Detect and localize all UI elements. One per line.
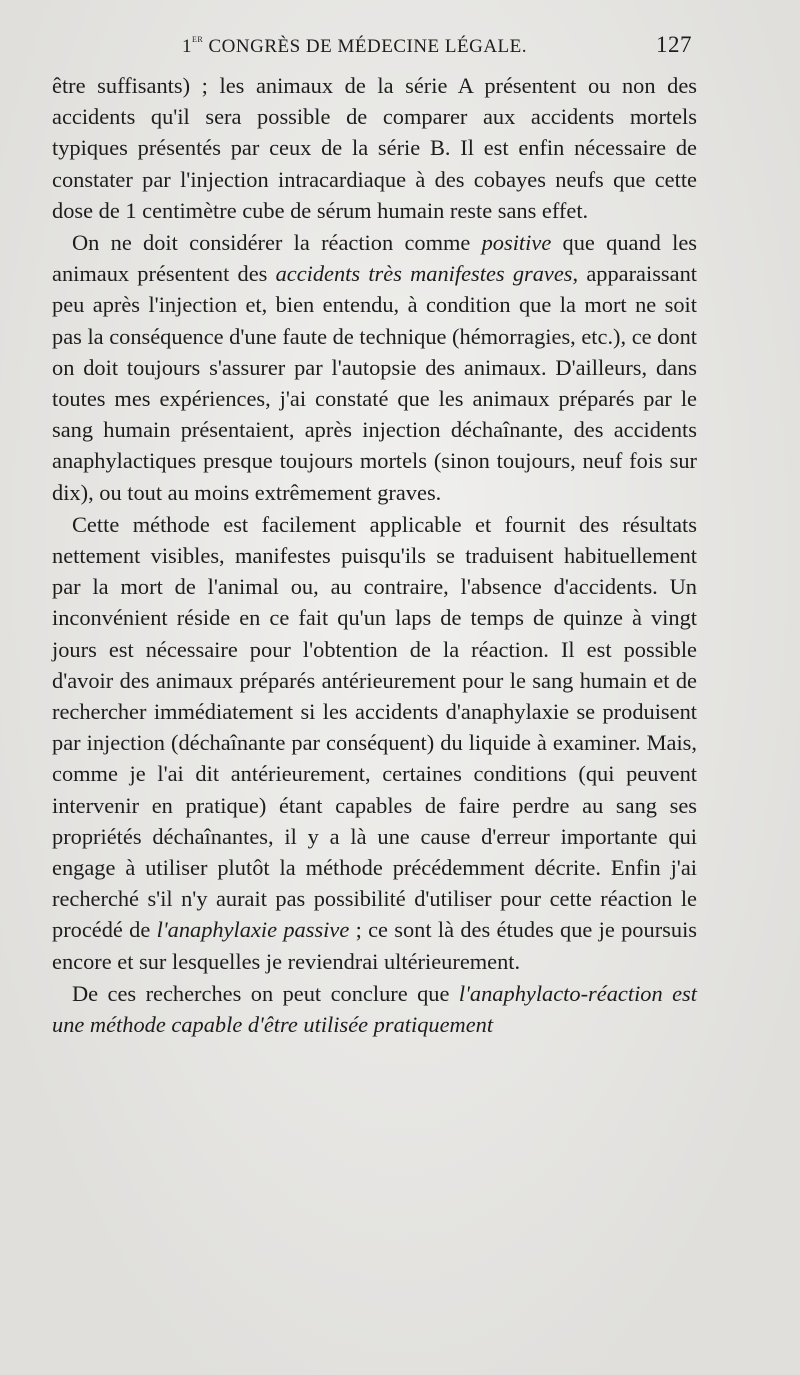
body-text <box>52 70 697 1040</box>
paragraph-1: être suffisants) ; les animaux de la série A présentent ou non des accidents qu'il sera possible de comparer aux accidents mortels typiques présentés par ceux de la série B. Il est enfin nécessaire de constater par l'injection intracardiaque à des cobayes neufs que cette dose de 1 centimètre cube de sérum humain reste sans effet. <box>52 73 697 223</box>
paragraph-2-emphasis-accidents: accidents très manifestes graves <box>275 261 573 287</box>
running-title-ordinal-suffix: er <box>192 33 204 45</box>
paragraph-4-emphasis-conclusion: l'anaphylacto-réaction est une méthode capable d'être utilisée pratiquement <box>52 980 697 1038</box>
paragraph-2 <box>52 227 697 508</box>
paragraph-3 <box>52 509 697 977</box>
paragraph-3-text-a: Cette méthode est facilement applicable et fournit des résultats nettement visibles, manifestes puisqu'ils se traduisent habituellement par la mort de l'animal ou, au contraire, l'absence d'accidents. Un inconvénient réside en ce fait qu'un laps de temps de quinze à vingt jours est nécessaire pour l'obtention de la réaction. Il est possible d'avoir des animaux préparés antérieurement pour le sang humain et de rechercher immédiatement si les accidents d'anaphylaxie se produisent par injection (déchaînante par conséquent) du liquide à examiner. Mais, comme je l'ai dit antérieurement, certaines conditions (qui peuvent intervenir en pratique) étant capables de faire perdre au sang ses propriétés déchaînantes, il y a là une cause d'erreur importante qui engage à utiliser plutôt la méthode précédemment décrite. Enfin j'ai recherché s'il n'y aurait pas possibilité d'utiliser pour cette réaction le procédé de <box>52 511 697 943</box>
running-title-ordinal: 1 <box>182 36 192 57</box>
paragraph-2-emphasis-positive: positive <box>481 230 552 256</box>
paragraph-3-emphasis-anaphylaxie: l'anaphylaxie passive <box>156 917 350 943</box>
paragraph-2-text-e: , apparaissant peu après l'injection et, bien entendu, à condition que la mort ne soit pas la conséquence d'une faute de technique (hémorragies, etc.), ce dont on doit toujours s'assurer par l'autopsie des animaux. D'ailleurs, dans toutes mes expériences, j'ai constaté que les animaux préparés par le sang humain présentaient, après injection déchaînante, des accidents anaphylactiques presque toujours mortels (sinon toujours, neuf fois sur dix), ou tout au moins extrêmement graves. <box>52 261 697 505</box>
paragraph-4-text-a: De ces recherches on peut conclure que <box>72 980 459 1006</box>
paragraph-2-text-c: que quand les animaux présentent des <box>52 230 697 287</box>
running-head <box>52 32 692 64</box>
running-title <box>182 33 528 58</box>
running-title-text: CONGRÈS DE MÉDECINE LÉGALE. <box>203 36 528 57</box>
paragraph-2-text-a: On ne doit considérer la réaction comme <box>72 230 482 256</box>
paragraph-4 <box>52 978 697 1040</box>
paragraph-3-text-c: ; ce sont là des études que je poursuis encore et sur lesquelles je reviendrai ultérieurement. <box>52 917 697 974</box>
page-number: 127 <box>656 32 692 57</box>
